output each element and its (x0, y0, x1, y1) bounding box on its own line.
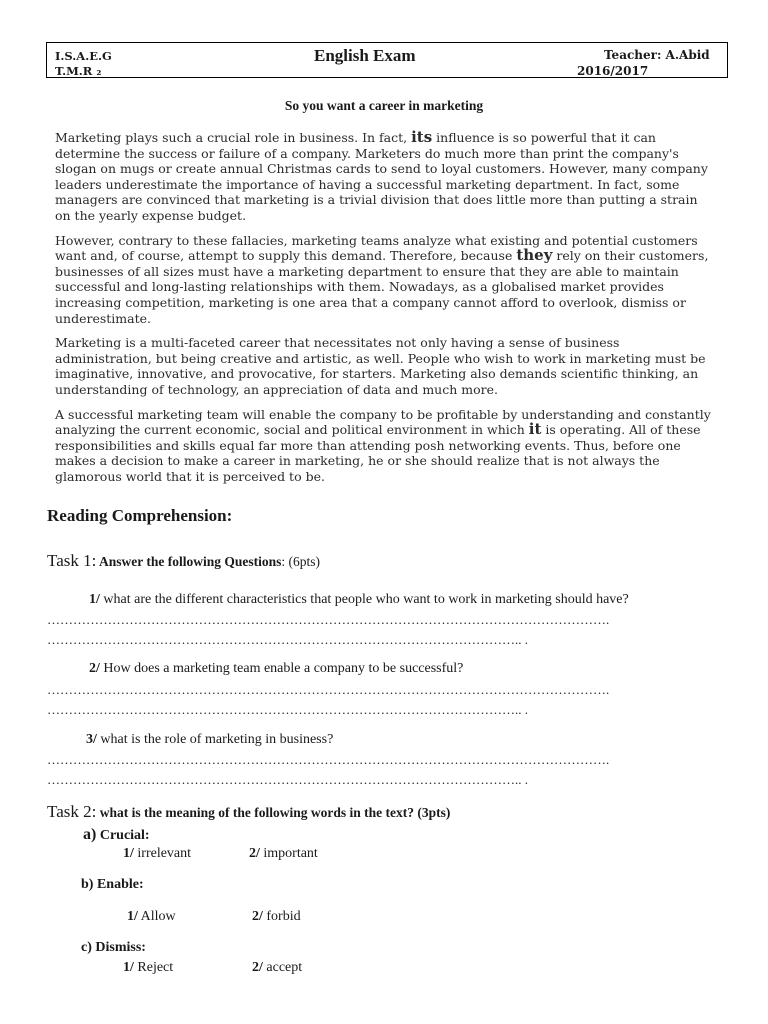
question-1: 1/ what are the different characteristics that people who want to work in marketing should have? (89, 592, 629, 607)
keyword-its: its (411, 128, 433, 146)
answer-line[interactable]: …………………………………………………………………………………………………………………. (47, 752, 610, 767)
paragraph-1: Marketing plays such a crucial role in business. In fact, its influence is so powerful that it can determine the success or failure of a company. Marketers do much more than print the company's slogan on mugs or create annual Christmas cards to send to loyal customers. However, many company leaders underestimate the importance of having a successful marketing department. In fact, some managers are convinced that marketing is a trivial division that does little more than putting a strain on the yearly expense budget. (55, 128, 708, 223)
question-2: 2/ How does a marketing team enable a company to be successful? (89, 661, 464, 676)
school-year: 2016/2017 (577, 64, 649, 78)
exam-title: English Exam (314, 46, 416, 65)
task-2-heading: Task 2: what is the meaning of the following words in the text? (3pts) (47, 802, 451, 821)
keyword-they: they (516, 246, 553, 265)
task-1-heading: Task 1: Answer the following Questions: (6pts) (47, 551, 320, 570)
option-accept[interactable]: 2/ accept (252, 960, 303, 975)
answer-line[interactable]: …………………………………………………………………………………………………………………. (47, 612, 610, 627)
answer-line[interactable]: …………………………………………………………………………………………………………………. (47, 682, 610, 697)
vocab-item-dismiss: c) Dismiss: (81, 940, 146, 955)
option-reject[interactable]: 1/ Reject (123, 960, 174, 975)
keyword-it: it (528, 420, 542, 439)
paragraph-2: However, contrary to these fallacies, marketing teams analyze what existing and potential customers want and, of course, attempt to supply this demand. Therefore, because they rely on their customers, businesses of all sizes must have a marketing department to ensure that they are able to maintain successful and long-lasting relationships with them. Nowadays, as a globalised market provides increasing competition, marketing is one area that a company cannot afford to overlook, dismiss or underestimate. (55, 232, 709, 326)
question-3: 3/ what is the role of marketing in business? (86, 732, 334, 747)
department: T.M.R ₂ (55, 64, 102, 78)
vocab-item-crucial: a) Crucial: (83, 826, 150, 843)
reading-comprehension-heading: Reading Comprehension: (47, 506, 233, 525)
school-name: I.S.A.E.G (55, 49, 112, 63)
text-title: So you want a career in marketing (284, 98, 484, 113)
paragraph-4: A successful marketing team will enable the company to be profitable by understanding and constantly analyzing the current economic, social and political environment in which it is operating. All of these responsibilities and skills equal far more than attending posh networking events. Thus, before one makes a decision to make a career in marketing, he or she should realize that is not always the glamorous world that it is perceived to be. (55, 406, 711, 484)
answer-line[interactable]: ……………………………………………………………………………………………….. . (47, 632, 528, 647)
teacher-name: Teacher: A.Abid (604, 48, 710, 62)
option-allow[interactable]: 1/ Allow (127, 909, 176, 924)
answer-line[interactable]: ……………………………………………………………………………………………….. . (47, 702, 528, 717)
vocab-item-enable: b) Enable: (81, 877, 144, 892)
option-forbid[interactable]: 2/ forbid (252, 909, 301, 924)
answer-line[interactable]: ……………………………………………………………………………………………….. . (47, 772, 528, 787)
option-irrelevant[interactable]: 1/ irrelevant (123, 846, 192, 861)
option-important[interactable]: 2/ important (249, 846, 318, 861)
exam-header (46, 42, 728, 78)
reading-passage (55, 130, 715, 493)
paragraph-3: Marketing is a multi-faceted career that necessitates not only having a sense of business administration, but being creative and artistic, as well. People who wish to work in marketing must be imaginative, innovative, and provocative, for starters. Marketing also demands scientific thinking, an understanding of technology, an appreciation of data and much more. (55, 335, 706, 397)
